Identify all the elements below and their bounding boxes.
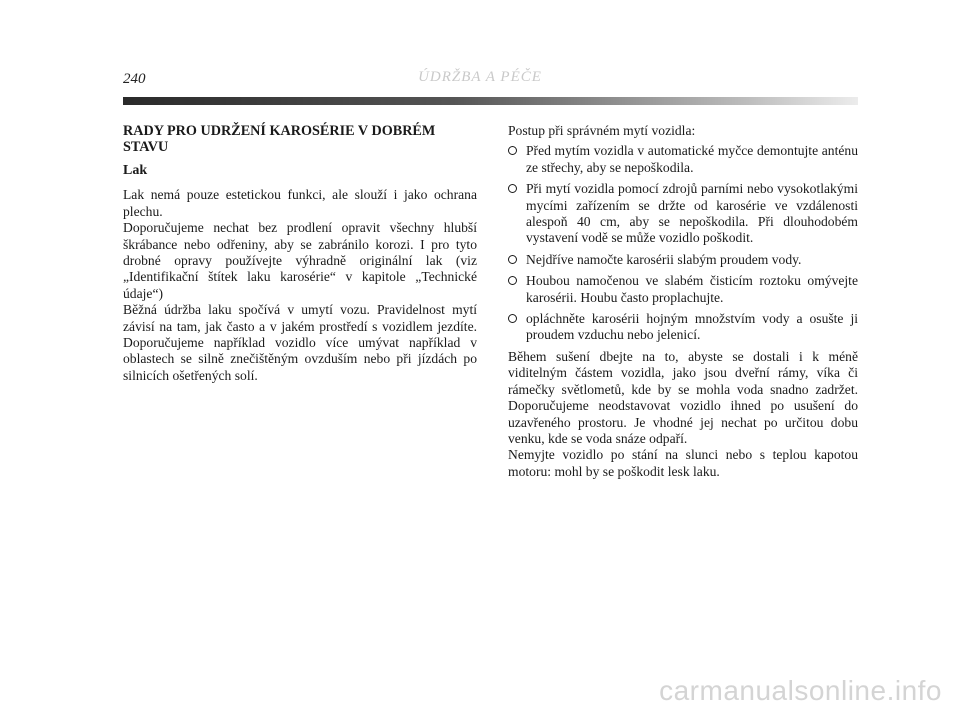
circle-bullet-icon [508, 184, 517, 193]
list-item-text: opláchněte karosérii hojným množstvím vody a osušte ji proudem vzduchu nebo jelenicí. [526, 311, 858, 343]
list-item [508, 252, 858, 268]
list-item-text: Houbou namočenou ve slabém čisticím roztoku omývejte karosérii. Houbu často proplachujte. [526, 273, 858, 305]
list-item-text: Nejdříve namočte karosérii slabým proudem vody. [526, 251, 802, 267]
left-column [123, 123, 477, 384]
list-item [508, 311, 858, 344]
section-heading: RADY PRO UDRŽENÍ KAROSÉRIE V DOBRÉM STAVU [123, 123, 436, 155]
circle-bullet-icon [508, 146, 517, 155]
list-item-text: Před mytím vozidla v automatické myčce demontujte anténu ze střechy, aby se nepoškodila. [526, 143, 858, 175]
watermark-text: carmanualsonline.info [659, 675, 942, 706]
list-item [508, 143, 858, 176]
subheading-lak: Lak [123, 163, 148, 178]
paragraph: Nemyjte vozidlo po stání na slunci nebo s teplou kapotou motoru: mohl by se poškodit lesk laku. [508, 447, 858, 479]
list-item-text: Při mytí vozidla pomocí zdrojů parními nebo vysokotlakými mycími zařízením se držte od karosérie ve vzdálenosti alespoň 40 cm, aby se nepoškodila. Při dlouhodobém vystavení vodě se může vozidlo poškodit. [526, 181, 858, 246]
section-title: ÚDRŽBA A PÉČE [418, 69, 542, 85]
list-item [508, 273, 858, 306]
page-number: 240 [123, 71, 146, 87]
circle-bullet-icon [508, 314, 517, 323]
list-item [508, 181, 858, 247]
paragraph: Během sušení dbejte na to, abyste se dostali i k méně viditelným částem vozidla, jako jsou dveřní rámy, víka či rámečky světlometů, kde by se mohla voda snadno zadržet. Doporučujeme neodstavovat vozidlo ihned po usušení do uzavřeného prostoru. Je vhodné jej nechat po určitou dobu venku, kde se voda snáze odpaří. [508, 348, 858, 446]
circle-bullet-icon [508, 276, 517, 285]
paragraph: Doporučujeme nechat bez prodlení opravit všechny hlubší škrábance nebo odřeniny, aby se zabránilo korozi. I pro tyto drobné opravy používejte výhradně originální lak (viz „Identifikační štítek laku karosérie“ v kapitole „Technické údaje“) [123, 220, 477, 301]
paragraph: Lak nemá pouze estetickou funkci, ale slouží i jako ochrana plechu. [123, 187, 477, 219]
header-rule [123, 97, 858, 105]
right-column [508, 123, 858, 480]
circle-bullet-icon [508, 255, 517, 264]
list-intro: Postup při správném mytí vozidla: [508, 123, 696, 138]
paragraph: Běžná údržba laku spočívá v umytí vozu. Pravidelnost mytí závisí na tam, jak často a v jakém prostředí s vozidlem jezdíte. Doporučujeme například vozidlo více umývat například v oblastech se silně znečištěným ovzduším nebo při jízdách po silnicích ošetřených solí. [123, 302, 477, 383]
washing-steps-list [508, 143, 858, 343]
